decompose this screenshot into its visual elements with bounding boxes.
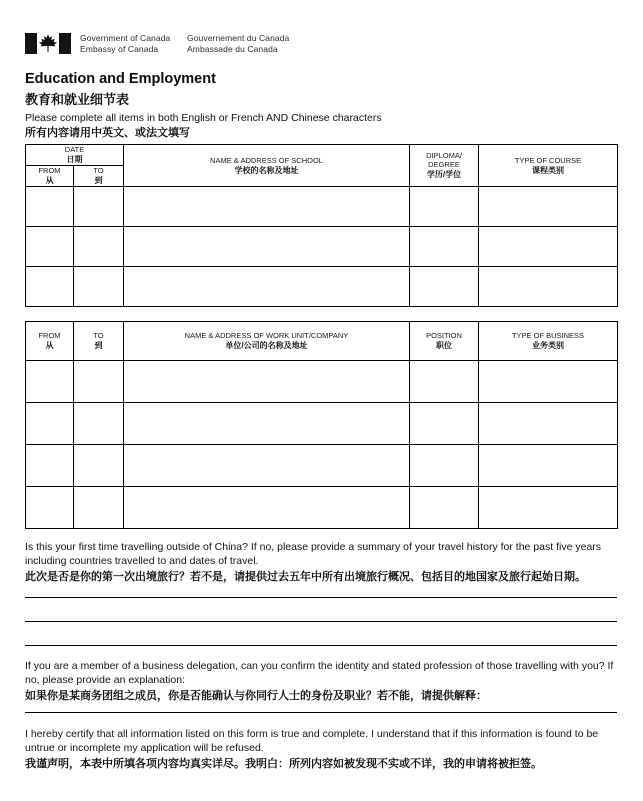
empty-cell xyxy=(26,187,74,227)
travel-history-question-zh: 此次是否是你的第一次出境旅行？若不是，请提供过去五年中所有出境旅行概况、包括目的地国家及旅行起始日期。 xyxy=(25,571,586,583)
page-title-chinese: 教育和就业细节表 xyxy=(25,92,130,107)
col-header-from-zh: 从 xyxy=(45,176,54,185)
col-header-to-en: TO xyxy=(93,331,104,340)
certification-statement-en: I hereby certify that all information listed on this form is true and complete. I understand that if this information is found to be untrue or incomplete my application will be refused. xyxy=(25,728,599,754)
canada-flag-icon xyxy=(25,33,71,54)
empty-cell xyxy=(74,361,124,403)
col-header-to-zh: 到 xyxy=(94,341,103,350)
col-header-school-zh: 学校的名称及地址 xyxy=(234,165,299,175)
table-row xyxy=(26,187,618,227)
col-header-company-zh: 单位/公司的名称及地址 xyxy=(225,341,308,350)
col-header-from xyxy=(26,322,74,361)
empty-cell xyxy=(124,487,410,529)
empty-cell xyxy=(410,187,479,227)
empty-cell xyxy=(410,487,479,529)
empty-cell xyxy=(74,267,124,307)
answer-line xyxy=(25,585,617,598)
empty-cell xyxy=(479,403,618,445)
empty-cell xyxy=(410,445,479,487)
education-table xyxy=(25,144,618,307)
gov-line-fr-1: Gouvernement du Canada xyxy=(187,33,290,43)
col-header-diploma-zh: 学历/学位 xyxy=(426,170,462,179)
table-row xyxy=(26,403,618,445)
empty-cell xyxy=(124,187,410,227)
empty-cell xyxy=(26,267,74,307)
certification-statement-zh: 我谨声明，本表中所填各项内容均真实详尽。我明白：所列内容如被发现不实或不详，我的申请将被拒签。 xyxy=(25,758,542,770)
col-header-from xyxy=(26,166,74,187)
col-header-to-en: TO xyxy=(93,166,104,175)
delegation-answer-lines xyxy=(25,704,617,713)
empty-cell xyxy=(479,187,618,227)
answer-line xyxy=(25,598,617,622)
empty-cell xyxy=(410,403,479,445)
delegation-question-en: If you are a member of a business delegation, can you confirm the identity and stated profession of those travelling with you? If no, please provide an explanation: xyxy=(25,660,614,686)
gov-line-en-1: Government of Canada xyxy=(80,33,171,43)
empty-cell xyxy=(479,445,618,487)
empty-cell xyxy=(74,227,124,267)
empty-cell xyxy=(410,227,479,267)
col-header-from-zh: 从 xyxy=(45,341,54,350)
table-row xyxy=(26,361,618,403)
col-header-course-en: TYPE OF COURSE xyxy=(514,155,582,165)
flag-right-bar xyxy=(59,33,71,54)
empty-cell xyxy=(479,487,618,529)
empty-cell xyxy=(124,445,410,487)
col-header-company xyxy=(124,322,410,361)
employment-table xyxy=(25,321,618,529)
form-page xyxy=(0,33,643,801)
col-header-business xyxy=(479,322,618,361)
col-header-school-en: NAME & ADDRESS OF SCHOOL xyxy=(210,155,323,165)
empty-cell xyxy=(74,187,124,227)
empty-cell xyxy=(479,267,618,307)
government-header xyxy=(25,33,617,54)
col-header-to xyxy=(74,166,124,187)
col-header-course xyxy=(479,145,618,187)
answer-line xyxy=(25,622,617,646)
page-title: Education and Employment xyxy=(25,71,216,87)
empty-cell xyxy=(26,487,74,529)
col-header-from-en: FROM xyxy=(38,166,61,175)
col-header-position xyxy=(410,322,479,361)
empty-cell xyxy=(26,227,74,267)
gov-header-english xyxy=(80,33,187,54)
empty-cell xyxy=(124,267,410,307)
table-row xyxy=(26,267,618,307)
col-header-date-zh: 日期 xyxy=(66,155,83,164)
col-header-school xyxy=(124,145,410,187)
col-header-date xyxy=(26,145,124,166)
empty-cell xyxy=(74,445,124,487)
empty-cell xyxy=(479,227,618,267)
col-header-from-en: FROM xyxy=(38,331,61,340)
flag-left-bar xyxy=(25,33,37,54)
empty-cell xyxy=(26,361,74,403)
instruction-chinese: 所有内容请用中英文、或法文填写 xyxy=(25,127,190,139)
empty-cell xyxy=(26,403,74,445)
maple-leaf-icon xyxy=(37,33,59,54)
col-header-position-zh: 职位 xyxy=(436,341,452,350)
col-header-to-zh: 到 xyxy=(94,176,103,185)
col-header-diploma-en: DIPLOMA/ DEGREE xyxy=(426,151,462,169)
instruction-english: Please complete all items in both English or French AND Chinese characters xyxy=(25,112,382,124)
col-header-position-en: POSITION xyxy=(426,331,462,340)
delegation-question xyxy=(25,660,617,704)
gov-line-fr-2: Ambassade du Canada xyxy=(187,43,278,54)
empty-cell xyxy=(124,361,410,403)
empty-cell xyxy=(74,487,124,529)
empty-cell xyxy=(479,361,618,403)
col-header-to xyxy=(74,322,124,361)
answer-line xyxy=(25,704,617,713)
empty-cell xyxy=(74,403,124,445)
col-header-course-zh: 课程类别 xyxy=(532,165,565,175)
col-header-date-en: DATE xyxy=(64,145,85,154)
col-header-diploma xyxy=(410,145,479,187)
travel-history-answer-lines xyxy=(25,585,617,646)
table-row xyxy=(26,487,618,529)
empty-cell xyxy=(124,403,410,445)
empty-cell xyxy=(124,227,410,267)
gov-line-en-2: Embassy of Canada xyxy=(80,43,159,54)
delegation-question-zh: 如果你是某商务团组之成员，你是否能确认与你同行人士的身份及职业？若不能，请提供解释： xyxy=(25,690,487,702)
certification-statement xyxy=(25,728,617,772)
travel-history-question-en: Is this your first time travelling outside of China? If no, please provide a summary of your travel history for the past five years including countries travelled to and dates of travel. xyxy=(25,541,602,567)
empty-cell xyxy=(410,267,479,307)
empty-cell xyxy=(26,445,74,487)
col-header-business-zh: 业务类别 xyxy=(532,341,564,350)
col-header-company-en: NAME & ADDRESS OF WORK UNIT/COMPANY xyxy=(184,331,349,340)
table-row xyxy=(26,227,618,267)
empty-cell xyxy=(410,361,479,403)
gov-header-french xyxy=(187,33,289,54)
table-row xyxy=(26,445,618,487)
travel-history-question xyxy=(25,541,617,585)
col-header-business-en: TYPE OF BUSINESS xyxy=(511,331,585,340)
